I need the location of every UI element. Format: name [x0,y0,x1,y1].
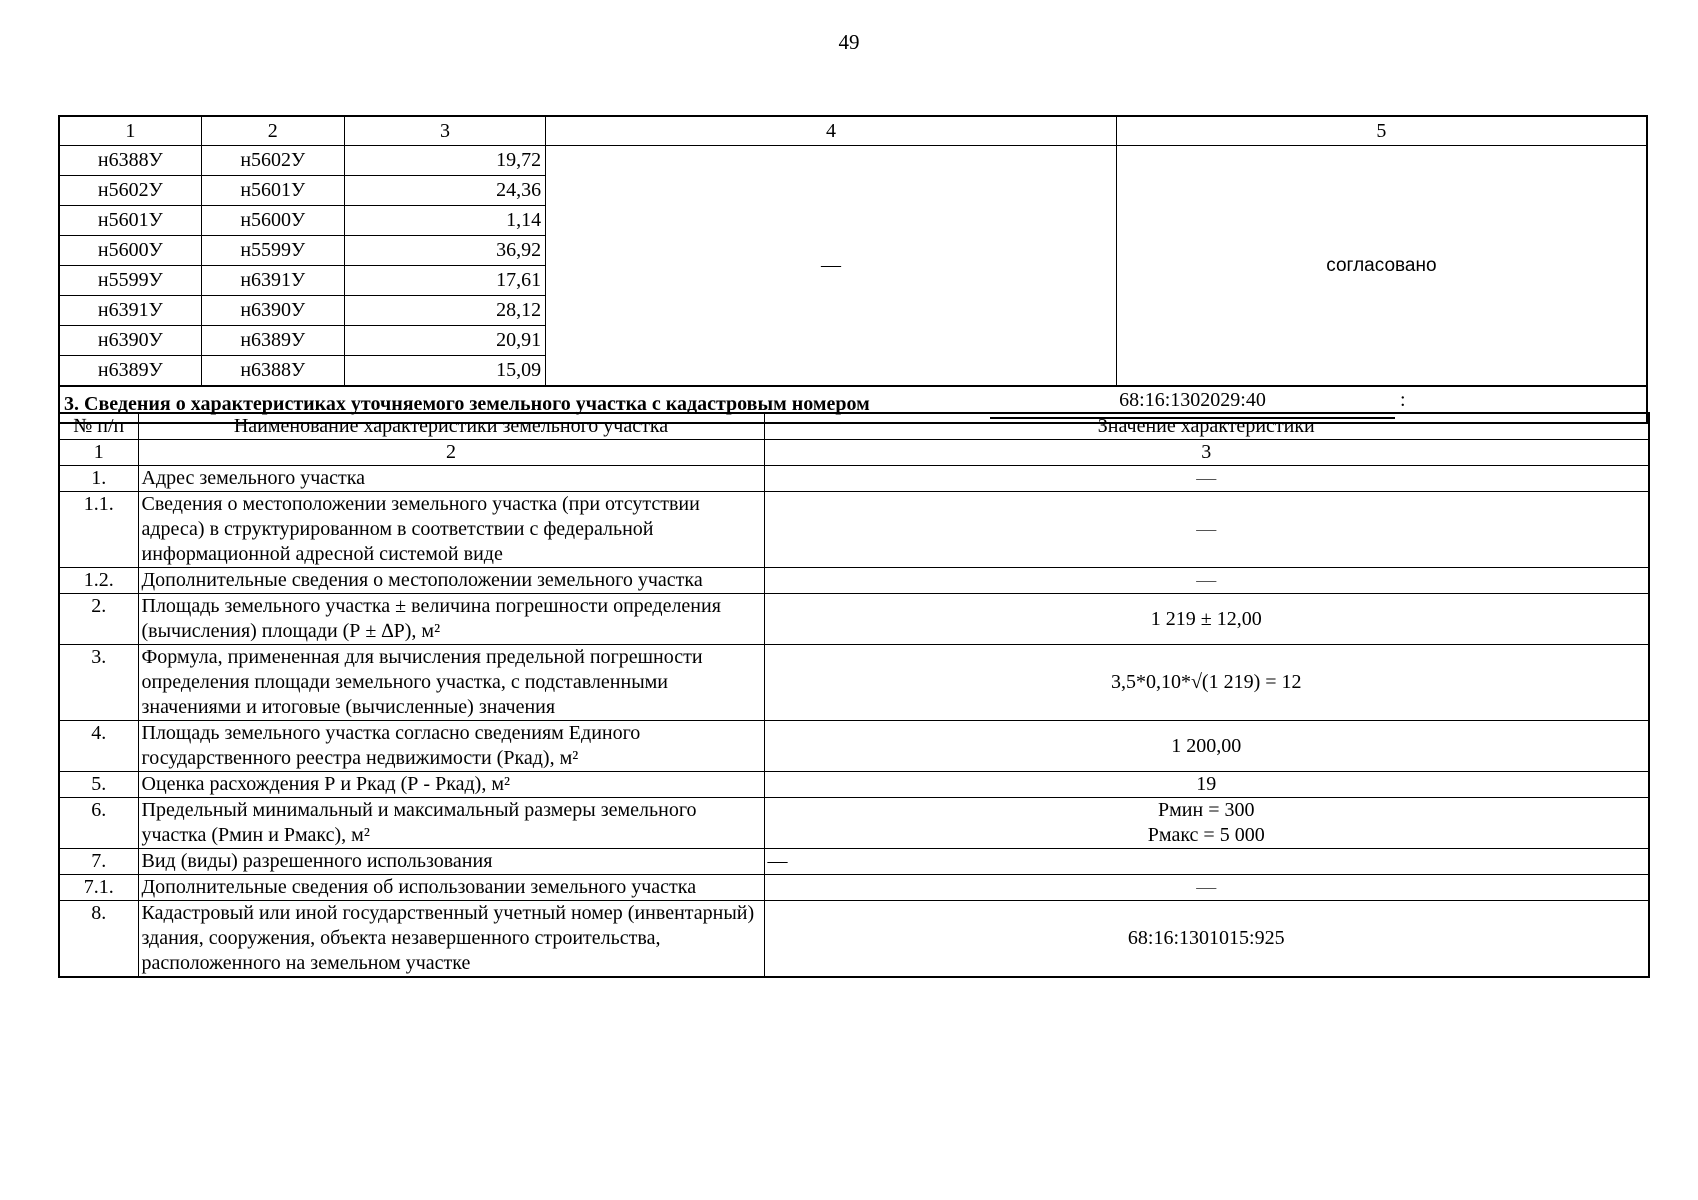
point-to: н5600У [201,206,344,236]
segment-length: 36,92 [344,236,545,266]
point-to: н6390У [201,296,344,326]
column-number: 5 [1116,116,1647,146]
table-header-row [59,413,1649,440]
table-row [59,772,1649,798]
characteristic-name: Предельный минимальный и максимальный размеры земельного участка (Рмин и Рмакс), м² [138,798,764,849]
characteristic-name: Формула, примененная для вычисления предельной погрешности определения площади земельного участка, с подставленными значениями и итоговые (вычисленные) значения [138,645,764,721]
characteristic-value: 1 219 ± 12,00 [764,594,1649,645]
characteristic-name: Площадь земельного участка ± величина погрешности определения (вычисления) площади (Р ± ∆Р), м² [138,594,764,645]
characteristic-name: Площадь земельного участка согласно сведениям Единого государственного реестра недвижимости (Ркад), м² [138,721,764,772]
characteristic-value: — [764,492,1649,568]
segment-length: 15,09 [344,356,545,387]
table-row [59,901,1649,978]
column-number-row [59,440,1649,466]
column-number: 1 [59,116,201,146]
segment-length: 17,61 [344,266,545,296]
characteristic-name: Оценка расхождения Р и Ркад (Р - Ркад), м² [138,772,764,798]
column-number: 3 [764,440,1649,466]
table-row [59,798,1649,849]
section3-title: 3. Сведения о характеристиках уточняемого земельного участка с кадастровым номером [64,393,870,415]
table-row [59,594,1649,645]
characteristic-value [764,798,1649,849]
point-from: н5601У [59,206,201,236]
segment-length: 24,36 [344,176,545,206]
column-number: 4 [546,116,1117,146]
page-number: 49 [838,30,860,54]
point-from: н6389У [59,356,201,387]
segment-length: 28,12 [344,296,545,326]
point-to: н6389У [201,326,344,356]
segment-length: 19,72 [344,146,545,176]
point-to: н5599У [201,236,344,266]
column-number: 2 [201,116,344,146]
characteristic-value: — [764,568,1649,594]
point-from: н6391У [59,296,201,326]
row-number: 1.1. [59,492,138,568]
row-number: 3. [59,645,138,721]
point-to: н5601У [201,176,344,206]
row-number: 4. [59,721,138,772]
row-number: 1.2. [59,568,138,594]
cadastral-number: 68:16:1302029:40 [990,387,1395,419]
row-number: 1. [59,466,138,492]
characteristic-value: — [764,875,1649,901]
table-row [59,146,1647,176]
column-number: 3 [344,116,545,146]
characteristic-value: 3,5*0,10*√(1 219) = 12 [764,645,1649,721]
characteristic-name: Дополнительные сведения об использовании земельного участка [138,875,764,901]
header-num: № п/п [59,413,138,440]
column4-value: — [546,146,1117,387]
characteristic-value: 68:16:1301015:925 [764,901,1649,978]
point-to: н6388У [201,356,344,387]
table-row [59,721,1649,772]
table-row [59,875,1649,901]
column-number: 2 [138,440,764,466]
segment-length: 1,14 [344,206,545,236]
row-number: 7. [59,849,138,875]
agreement-status: согласовано [1116,146,1647,387]
section3-colon: : [1400,389,1406,411]
characteristic-value: — [764,849,1649,875]
boundary-parts-table [58,115,1648,424]
characteristic-value: 1 200,00 [764,721,1649,772]
characteristic-name: Сведения о местоположении земельного участка (при отсутствии адреса) в структурированном в соответствии с федеральной информационной адресной системой виде [138,492,764,568]
row-number: 7.1. [59,875,138,901]
characteristics-table [58,412,1650,978]
characteristic-name: Кадастровый или иной государственный учетный номер (инвентарный) здания, сооружения, объекта незавершенного строительства, расположенного на земельном участке [138,901,764,978]
max-size-value: Рмакс = 5 000 [1147,824,1265,846]
min-size-value: Рмин = 300 [1158,799,1255,821]
table-header-row [59,116,1647,146]
point-from: н6388У [59,146,201,176]
row-number: 8. [59,901,138,978]
row-number: 6. [59,798,138,849]
characteristic-value: 19 [764,772,1649,798]
point-to: н5602У [201,146,344,176]
characteristic-name: Вид (виды) разрешенного использования [138,849,764,875]
characteristic-name: Дополнительные сведения о местоположении земельного участка [138,568,764,594]
row-number: 2. [59,594,138,645]
column-number: 1 [59,440,138,466]
row-number: 5. [59,772,138,798]
table-row [59,568,1649,594]
point-from: н5600У [59,236,201,266]
header-value: Значение характеристики [764,413,1649,440]
point-from: н6390У [59,326,201,356]
table-row [59,849,1649,875]
characteristic-name: Адрес земельного участка [138,466,764,492]
header-name: Наименование характеристики земельного участка [138,413,764,440]
segment-length: 20,91 [344,326,545,356]
point-to: н6391У [201,266,344,296]
table-row [59,466,1649,492]
point-from: н5602У [59,176,201,206]
table-row [59,645,1649,721]
table-row [59,492,1649,568]
point-from: н5599У [59,266,201,296]
characteristic-value: — [764,466,1649,492]
